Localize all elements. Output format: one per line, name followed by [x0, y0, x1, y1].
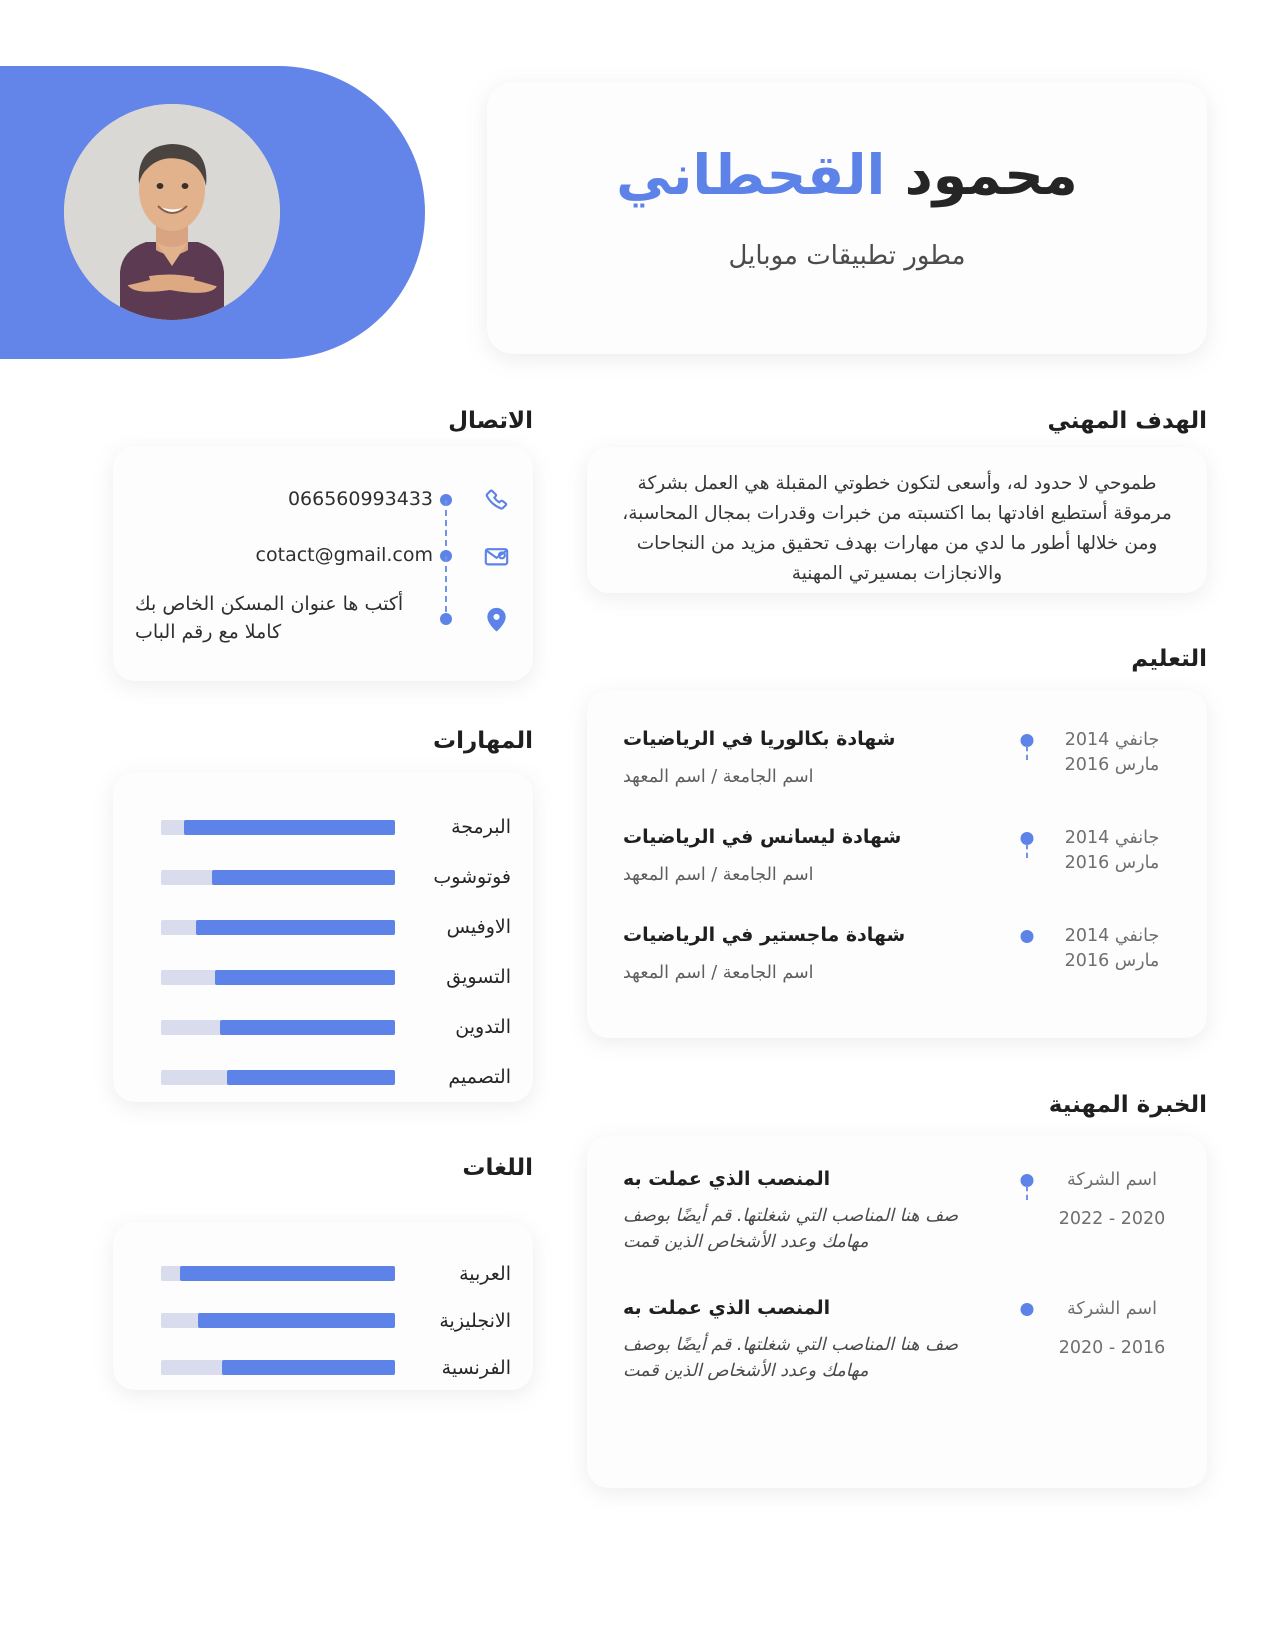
- experience-date: [1047, 1295, 1177, 1362]
- skill-bar-track: [161, 920, 395, 935]
- section-heading-objective: الهدف المهني: [1047, 408, 1207, 434]
- skill-row: [113, 802, 533, 852]
- contact-phone-value: 066560993433: [287, 488, 433, 511]
- contact-card: [113, 446, 533, 681]
- timeline-dashed-line: [1026, 1186, 1028, 1200]
- skill-bar-fill: [215, 970, 395, 985]
- timeline-dot-icon: [440, 613, 452, 625]
- skill-bar-track: [161, 870, 395, 885]
- education-date: [1047, 922, 1177, 975]
- skill-row: [113, 902, 533, 952]
- education-card: [587, 690, 1207, 1038]
- education-date: [1047, 824, 1177, 877]
- skill-label: التسويق: [446, 966, 511, 988]
- skill-bar-fill: [184, 820, 395, 835]
- skill-bar-fill: [196, 920, 395, 935]
- contact-connector: [433, 584, 459, 654]
- skill-label: التصميم: [448, 1066, 511, 1088]
- avatar: [64, 104, 280, 320]
- language-label: الفرنسية: [441, 1356, 511, 1379]
- location-icon: [459, 606, 533, 633]
- skill-label: الاوفيس: [446, 916, 511, 938]
- education-date-line1: جانفي 2014: [1064, 925, 1160, 946]
- contact-row-address[interactable]: [113, 584, 533, 654]
- skill-row: [113, 952, 533, 1002]
- language-bar-fill: [222, 1360, 395, 1375]
- education-date-line2: مارس 2016: [1064, 755, 1160, 776]
- contact-connector: [433, 528, 459, 584]
- experience-period: 2016 - 2020: [1058, 1338, 1166, 1359]
- skills-card: [113, 772, 533, 1102]
- education-item: [617, 824, 1177, 888]
- education-body: [617, 824, 1007, 888]
- experience-description: صف هنا المناصب التي شغلتها. قم أيضًا بوصف مهامك وعدد الأشخاص الذين قمت: [623, 1205, 959, 1252]
- experience-company: اسم الشركة: [1067, 1170, 1157, 1190]
- education-date-line1: جانفي 2014: [1064, 730, 1160, 750]
- skill-label: فوتوشوب: [433, 866, 511, 888]
- education-date: [1047, 726, 1177, 779]
- language-row: [113, 1297, 533, 1344]
- experience-item: [617, 1295, 1177, 1384]
- first-name: محمود: [904, 142, 1078, 207]
- education-degree: شهادة بكالوريا في الرياضيات: [623, 728, 896, 750]
- objective-text: طموحي لا حدود له، وأسعى لتكون خطوتي المقبلة هي العمل بشركة مرموقة أستطيع افادتها بما اكتسبته من خبرات وقدرات بمجال المحاسبة، ومن خلالها أطور ما لدي من مهارات بهدف تحقيق مزيد من النجاحات والانجازات بمسيرتي المهنية: [622, 473, 1172, 584]
- avatar-photo: [64, 104, 280, 320]
- education-item: [617, 726, 1177, 790]
- experience-body: [617, 1166, 1007, 1255]
- experience-body: [617, 1295, 1007, 1384]
- experience-period: 2020 - 2022: [1058, 1209, 1166, 1230]
- contact-row-email[interactable]: [113, 528, 533, 584]
- section-heading-contact: الاتصال: [448, 408, 533, 434]
- language-bar-fill: [180, 1266, 395, 1281]
- language-bar-fill: [198, 1313, 395, 1328]
- education-body: [617, 726, 1007, 790]
- education-institution: اسم الجامعة / اسم المعهد: [623, 962, 814, 983]
- skill-bar-fill: [227, 1070, 395, 1085]
- education-date-line1: جانفي 2014: [1064, 827, 1160, 848]
- education-institution: اسم الجامعة / اسم المعهد: [623, 766, 814, 787]
- education-degree: شهادة ماجستير في الرياضيات: [623, 923, 906, 946]
- skill-bar-track: [161, 970, 395, 985]
- language-label: الانجليزية: [439, 1309, 511, 1332]
- education-degree: شهادة ليسانس في الرياضيات: [623, 825, 902, 848]
- objective-card: [587, 447, 1207, 593]
- experience-company: اسم الشركة: [1067, 1299, 1157, 1320]
- education-date-line2: مارس 2016: [1064, 951, 1160, 972]
- page-title: [527, 142, 1167, 207]
- experience-description: صف هنا المناصب التي شغلتها. قم أيضًا بوصف مهامك وعدد الأشخاص الذين قمت: [623, 1334, 959, 1381]
- section-heading-experience: الخبرة المهنية: [1048, 1092, 1207, 1118]
- contact-connector: [433, 472, 459, 528]
- job-title: مطور تطبيقات موبايل: [728, 241, 966, 272]
- experience-item: [617, 1166, 1177, 1255]
- section-heading-education: التعليم: [1131, 646, 1207, 672]
- skill-bar-track: [161, 1070, 395, 1085]
- languages-card: [113, 1222, 533, 1390]
- experience-position: المنصب الذي عملت به: [623, 1297, 831, 1320]
- timeline-dashed-line: [1026, 844, 1028, 858]
- language-label: العربية: [459, 1262, 511, 1285]
- skill-bar-track: [161, 1020, 395, 1035]
- skill-label: التدوين: [455, 1016, 511, 1038]
- mail-icon: [459, 543, 533, 570]
- section-heading-skills: المهارات: [433, 728, 533, 754]
- skill-bar-fill: [212, 870, 395, 885]
- education-date-line2: مارس 2016: [1064, 853, 1160, 874]
- language-row: [113, 1250, 533, 1297]
- education-body: [617, 922, 1007, 986]
- education-item: [617, 922, 1177, 986]
- section-heading-languages: اللغات: [462, 1155, 533, 1181]
- skill-bar-fill: [220, 1020, 396, 1035]
- language-bar-track: [161, 1313, 395, 1328]
- experience-date: [1047, 1166, 1177, 1233]
- skill-label: البرمجة: [451, 816, 511, 838]
- timeline-dashed-line: [1026, 746, 1028, 760]
- timeline-dot-icon: [1021, 930, 1034, 943]
- skill-bar-track: [161, 820, 395, 835]
- language-bar-track: [161, 1360, 395, 1375]
- education-institution: اسم الجامعة / اسم المعهد: [623, 864, 814, 885]
- skill-row: [113, 1002, 533, 1052]
- language-row: [113, 1344, 533, 1391]
- last-name: القحطاني: [616, 142, 886, 207]
- skill-row: [113, 852, 533, 902]
- contact-email-value: cotact@gmail.com: [255, 544, 433, 567]
- header-card: [487, 82, 1207, 354]
- contact-address-value: أكتب ها عنوان المسكن الخاص بك كاملا مع رقم الباب: [135, 593, 404, 643]
- language-bar-track: [161, 1266, 395, 1281]
- phone-icon: [459, 487, 533, 514]
- timeline-dot-icon: [1021, 1303, 1034, 1316]
- contact-row-phone[interactable]: [113, 472, 533, 528]
- experience-position: المنصب الذي عملت به: [623, 1168, 831, 1190]
- experience-card: [587, 1136, 1207, 1488]
- skill-row: [113, 1052, 533, 1102]
